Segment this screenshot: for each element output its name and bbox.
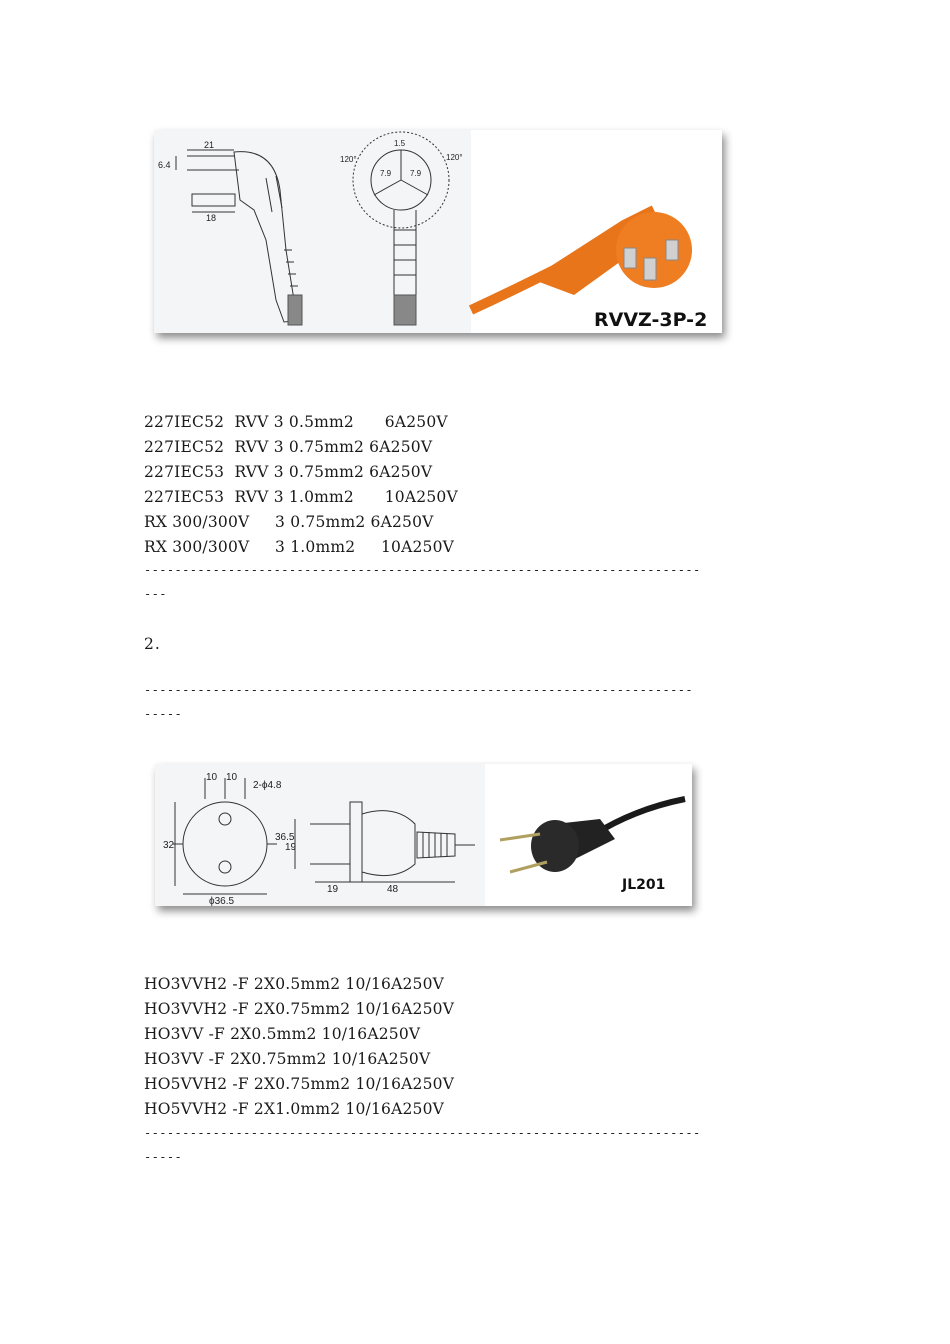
dim-120-right: 120° [446,153,463,162]
dim-19-bottom: 19 [327,884,339,895]
dim-36-5: 36.5 [275,832,295,843]
product-label-jl201: JL201 [622,877,666,893]
dim-19-side: 19 [285,842,297,853]
dashed-divider: --- [144,587,167,601]
spec-line: HO3VV -F 2X0.5mm2 10/16A250V [144,1025,421,1043]
dashed-divider: ------------------------------------------------------------------------- [144,563,701,577]
dim-7-9-left: 7.9 [380,169,392,178]
spec-line: 227IEC52 RVV 3 0.75mm2 6A250V [144,438,433,456]
plug-drawing-jl201 [155,764,692,906]
product-label-rvvz: RVVZ-3P-2 [594,309,708,331]
dim-18: 18 [206,213,217,223]
dashed-divider: ------------------------------------------------------------------------ [144,683,693,697]
spec-line: HO3VVH2 -F 2X0.75mm2 10/16A250V [144,1000,455,1018]
dashed-divider: ----- [144,707,183,721]
dim-7-9-right: 7.9 [410,169,422,178]
spec-line: RX 300/300V 3 1.0mm2 10A250V [144,538,455,556]
spec-line: HO5VVH2 -F 2X0.75mm2 10/16A250V [144,1075,455,1093]
spec-line: 227IEC53 RVV 3 1.0mm2 10A250V [144,488,458,506]
spec-line: 227IEC52 RVV 3 0.5mm2 6A250V [144,413,448,431]
spec-line: HO3VV -F 2X0.75mm2 10/16A250V [144,1050,431,1068]
spec-line: HO5VVH2 -F 2X1.0mm2 10/16A250V [144,1100,445,1118]
dim-10-b: 10 [226,772,238,783]
spec-line: RX 300/300V 3 0.75mm2 6A250V [144,513,434,531]
dim-32: 32 [163,840,175,851]
spec-line: HO3VVH2 -F 2X0.5mm2 10/16A250V [144,975,445,993]
plug-figure-rvvz [154,130,722,333]
dim-10-a: 10 [206,772,218,783]
dashed-divider: ------------------------------------------------------------------------- [144,1126,701,1140]
dashed-divider: ----- [144,1150,183,1164]
dim-phi-36-5: ϕ36.5 [209,896,235,906]
dim-6-4: 6.4 [158,160,171,170]
spec-line: 227IEC53 RVV 3 0.75mm2 6A250V [144,463,433,481]
plug-drawing-rvvz [154,130,722,333]
dim-pin-dia: 2-ϕ4.8 [253,780,282,791]
dim-1-5: 1.5 [394,139,406,148]
dim-21: 21 [204,140,215,150]
dim-120-left: 120° [340,155,357,164]
section-heading: 2. [144,635,256,653]
dim-48: 48 [387,884,399,895]
plug-figure-jl201 [155,764,692,906]
